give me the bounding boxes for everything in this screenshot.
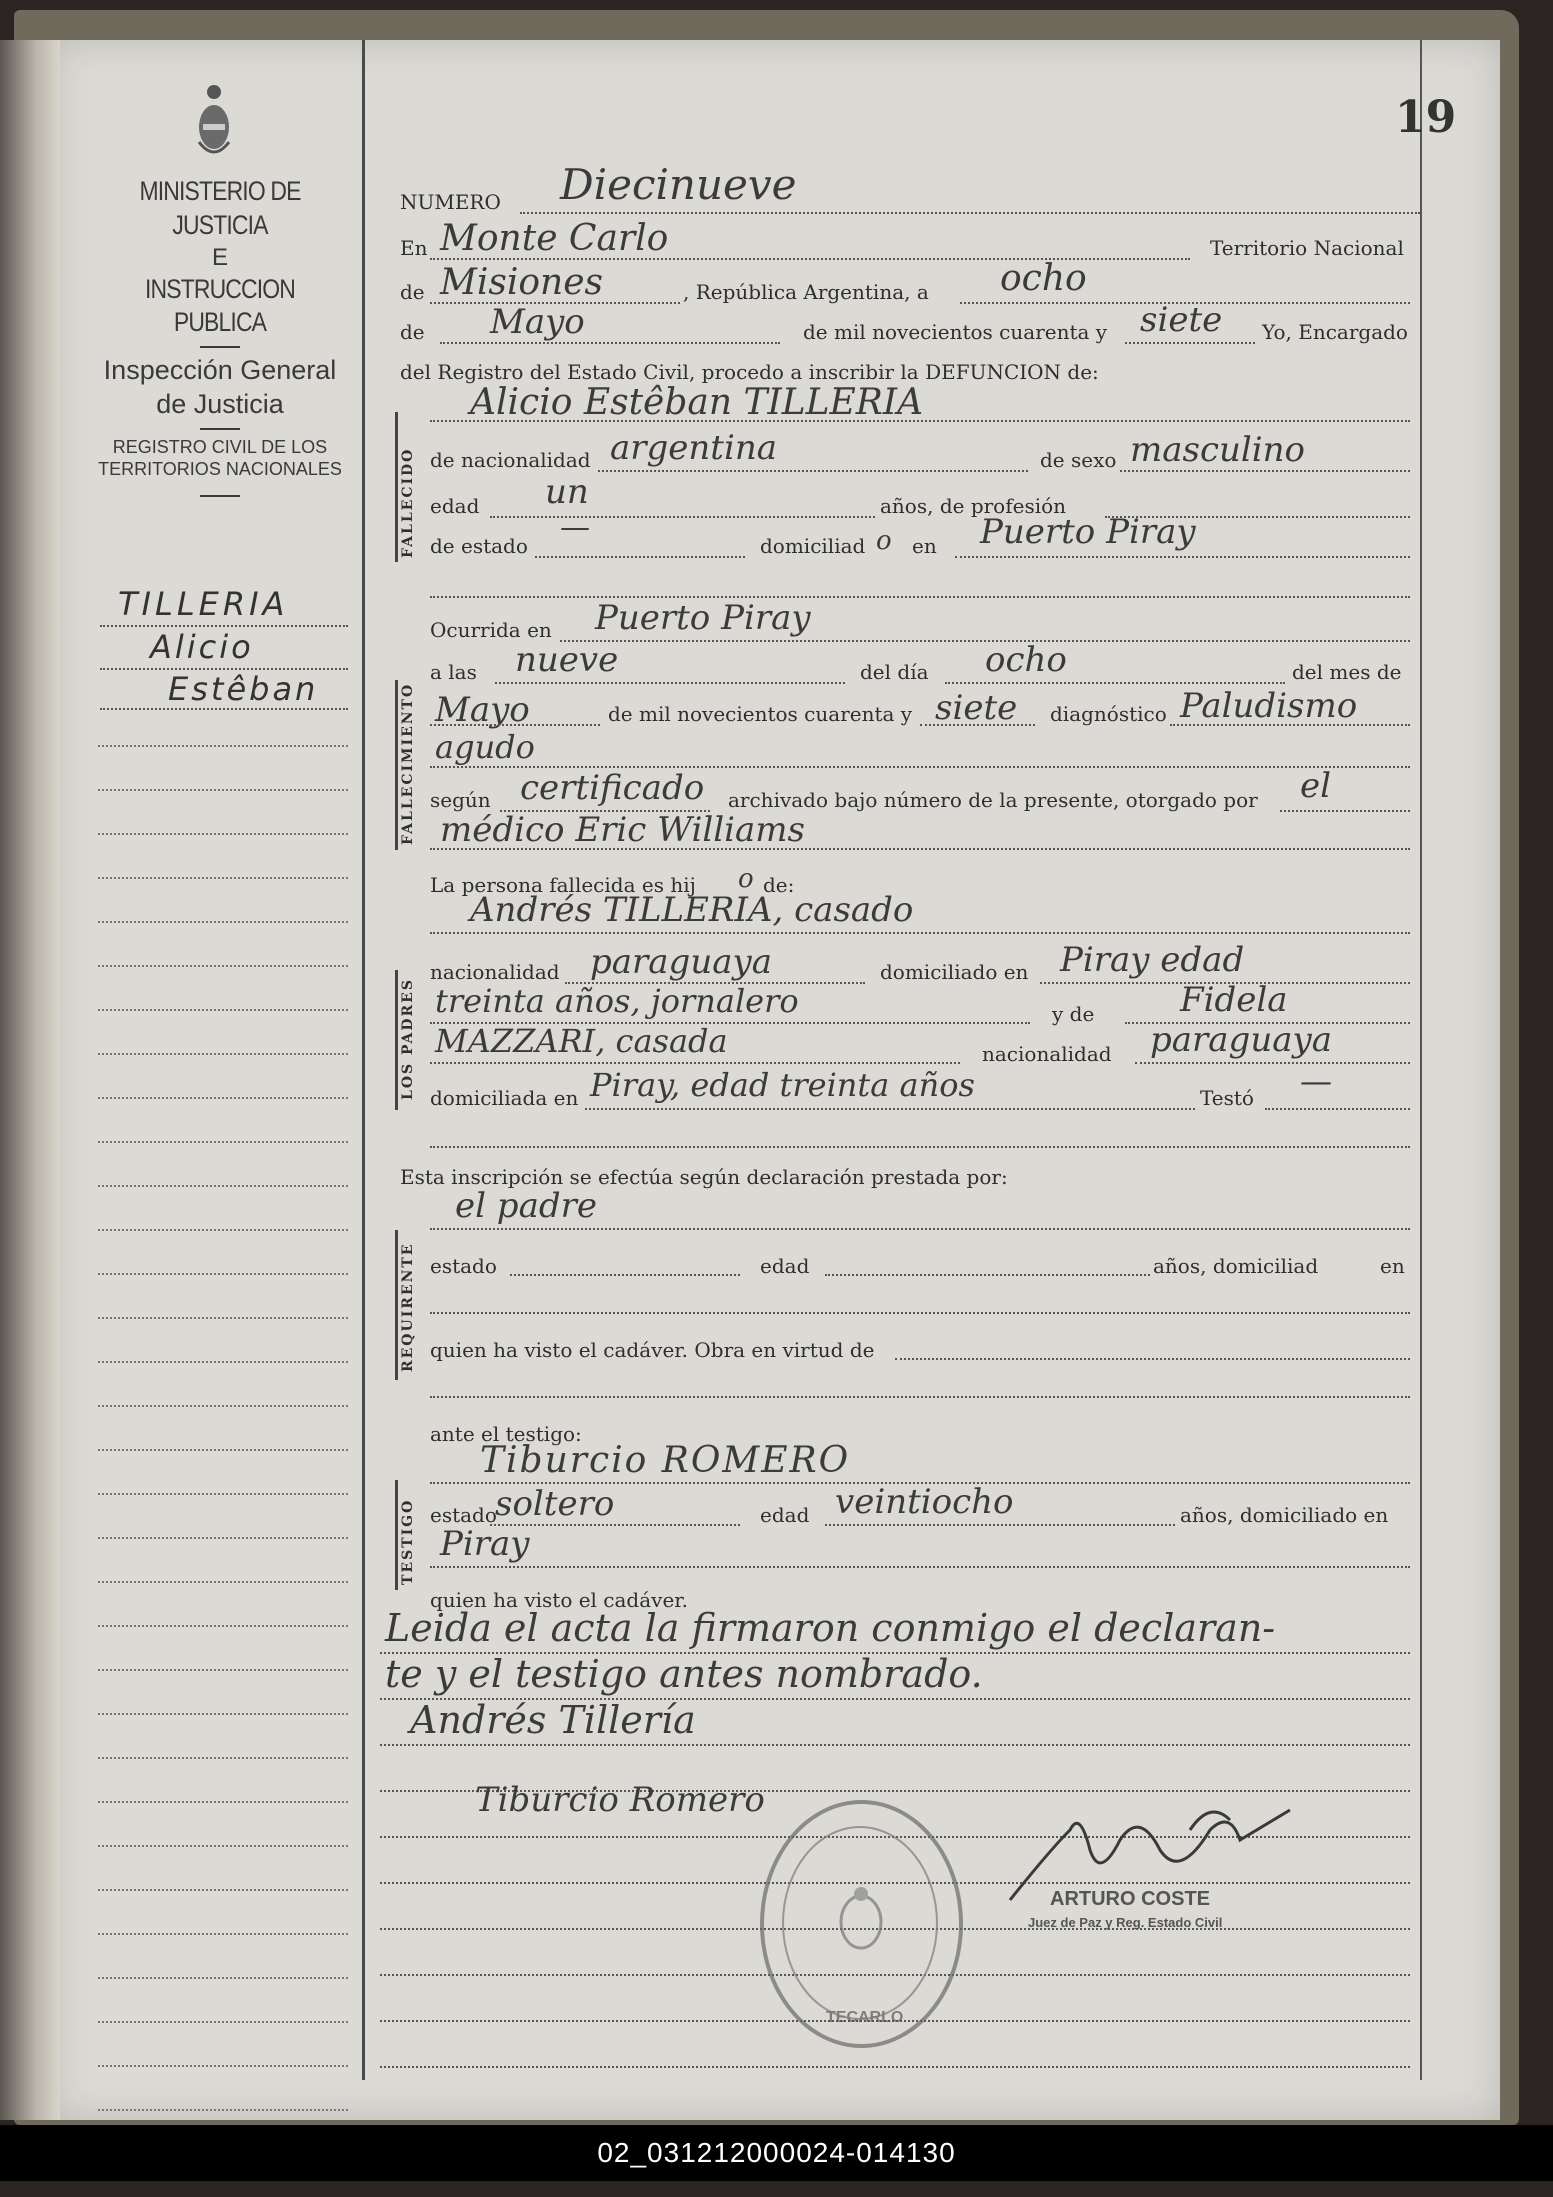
margin-ruled-line <box>98 833 348 837</box>
label-yo: Yo, Encargado <box>1262 320 1408 344</box>
stamp-title: Juez de Paz y Reg. Estado Civil <box>1028 1915 1223 1930</box>
hw-nombre: Alicio Estêban TILLERIA <box>470 382 924 423</box>
margin-ruled-line <box>98 1053 348 1057</box>
margin-first-name: Alicio <box>150 628 254 666</box>
line <box>1125 342 1255 344</box>
margin-line <box>100 625 348 627</box>
line <box>430 420 1410 422</box>
margin-second-name: Estêban <box>168 670 319 708</box>
label-estado: de estado <box>430 534 528 558</box>
margin-ruled-line <box>98 1801 348 1805</box>
book-spine <box>0 40 60 2120</box>
side-label-fallecido: FALLECIDO <box>400 447 416 558</box>
label-estado2: estado <box>430 1254 497 1278</box>
line <box>510 1274 740 1276</box>
coat-of-arms-icon <box>195 82 233 162</box>
ministry-header <box>85 175 355 503</box>
hw-nac-madre: paraguaya <box>1150 1020 1332 1060</box>
page-number: 19 <box>1395 92 1457 143</box>
label-en: En <box>400 236 428 260</box>
label-nacionalidad2: nacionalidad <box>430 960 560 984</box>
hw-mes: Mayo <box>490 302 585 342</box>
official-stamp <box>760 1800 963 2048</box>
margin-ruled-line <box>98 1977 348 1981</box>
hw-padre-extra: treinta años, jornalero <box>435 982 799 1020</box>
label-territorio: Territorio Nacional <box>1210 236 1404 260</box>
line <box>495 682 845 684</box>
label-alas: a las <box>430 660 477 684</box>
label-inscripcion: Esta inscripción se efectúa según declaración prestada por: <box>400 1165 1008 1189</box>
line <box>1135 1062 1410 1064</box>
label-edad: edad <box>430 494 480 518</box>
margin-line <box>100 708 348 710</box>
ministry-line2: E <box>211 243 228 271</box>
margin-ruled-line <box>98 1317 348 1321</box>
margin-ruled-line <box>98 1757 348 1761</box>
divider <box>200 428 240 430</box>
label-de: de <box>400 280 425 304</box>
label-ocurrida: Ocurrida en <box>430 618 552 642</box>
margin-ruled-line <box>98 1229 348 1233</box>
margin-ruled-line <box>98 1625 348 1629</box>
hw-nac-padre: paraguaya <box>590 942 772 982</box>
stamp-town: TECARLO <box>826 2009 904 2026</box>
line <box>380 2066 1410 2068</box>
hw-estado-testigo: soltero <box>495 1484 615 1524</box>
margin-ruled-line <box>98 789 348 793</box>
label-nacionalidad3: nacionalidad <box>982 1042 1112 1066</box>
margin-ruled-line <box>98 1097 348 1101</box>
margin-ruled-line <box>98 1185 348 1189</box>
margin-ruled-line <box>98 2109 348 2113</box>
line <box>430 1228 1410 1230</box>
label-yde: y de <box>1052 1002 1095 1026</box>
margin-ruled-line <box>98 1713 348 1717</box>
label-testo: Testó <box>1200 1086 1254 1110</box>
hw-ano: siete <box>1140 300 1223 340</box>
line <box>1265 1108 1410 1110</box>
stamp-name: ARTURO COSTE <box>1050 1888 1210 1910</box>
side-label-fallecimiento: FALLECIMIENTO <box>400 682 416 845</box>
line <box>1280 810 1410 812</box>
label-deldia: del día <box>860 660 929 684</box>
margin-ruled-line <box>98 2065 348 2069</box>
side-label-testigo: TESTIGO <box>400 1498 416 1585</box>
label-estado3: estado <box>430 1503 497 1527</box>
line <box>520 212 1420 214</box>
hw-dia2: ocho <box>985 640 1067 680</box>
hw-ano2: siete <box>935 688 1018 728</box>
label-diagnostico: diagnóstico <box>1050 702 1167 726</box>
hw-diagnostico1: Paludismo <box>1180 686 1358 726</box>
margin-ruled-line <box>98 1889 348 1893</box>
label-archivado: archivado bajo número de la presente, otorgado por <box>728 788 1258 812</box>
line <box>1170 724 1410 726</box>
line <box>955 556 1410 558</box>
label-ante: ante el testigo: <box>430 1422 582 1446</box>
line <box>430 848 1410 850</box>
margin-ruled-line <box>98 921 348 925</box>
line <box>490 516 875 518</box>
margin-ruled-line <box>98 1493 348 1497</box>
line <box>430 1146 1410 1148</box>
label-republica: , República Argentina, a <box>683 280 929 304</box>
label-nacionalidad: de nacionalidad <box>430 448 591 472</box>
line <box>440 342 780 344</box>
margin-ruled-line <box>98 1669 348 1673</box>
label-persona: La persona fallecida es hij <box>430 873 696 897</box>
hw-hora: nueve <box>515 640 619 680</box>
line <box>430 596 1410 598</box>
margin-surname: TILLERIA <box>118 585 289 623</box>
margin-ruled-line <box>98 1273 348 1277</box>
hw-dom-madre: Piray, edad treinta años <box>590 1066 975 1104</box>
label-domiciliado2: domiciliado en <box>880 960 1029 984</box>
label-anos-dom2: años, domiciliado en <box>1180 1503 1389 1527</box>
hw-provincia: Misiones <box>440 262 604 303</box>
label-anos-profesion: años, de profesión <box>880 494 1067 518</box>
hw-firma2: Tiburcio Romero <box>475 1780 765 1820</box>
line <box>430 1312 1410 1314</box>
hw-cierre1: Leida el acta la firmaron conmigo el declaran- <box>385 1606 1276 1650</box>
ministry-line7: TERRITORIOS NACIONALES <box>98 459 342 479</box>
line <box>598 470 1028 472</box>
label-anos-dom: años, domiciliad <box>1153 1254 1319 1278</box>
ministry-line5: de Justicia <box>156 388 284 419</box>
line <box>430 932 1410 934</box>
line <box>945 682 1285 684</box>
label-mil: de mil novecientos cuarenta y <box>803 320 1108 344</box>
hw-diagnostico2: agudo <box>435 728 535 766</box>
label-de2: de <box>400 320 425 344</box>
hw-cierre2: te y el testigo antes nombrado. <box>385 1652 983 1696</box>
hw-firma1: Andrés Tillería <box>410 1698 696 1742</box>
margin-ruled-lines <box>98 745 348 2197</box>
line <box>895 1358 1410 1360</box>
label-persona-de: de: <box>763 873 795 897</box>
line <box>380 1744 1410 1746</box>
label-edad2: edad <box>760 1254 810 1278</box>
label-edad3: edad <box>760 1503 810 1527</box>
margin-ruled-line <box>98 1845 348 1849</box>
right-rule <box>1420 40 1422 2080</box>
image-footer-id: 02_031212000024-014130 <box>0 2125 1553 2181</box>
ministry-line3: INSTRUCCION PUBLICA <box>144 273 296 338</box>
line <box>535 556 745 558</box>
margin-rule <box>362 40 365 2080</box>
margin-ruled-line <box>98 1141 348 1145</box>
label-en2: en <box>912 534 937 558</box>
hw-dia: ocho <box>1000 258 1087 299</box>
stamp-crest-icon <box>834 1884 889 1954</box>
hw-lugar: Monte Carlo <box>440 218 669 259</box>
hw-ocurrida: Puerto Piray <box>595 598 811 638</box>
hw-medico1: el <box>1300 766 1331 806</box>
hw-madre2: MAZZARI, casada <box>435 1022 728 1060</box>
margin-ruled-line <box>98 1405 348 1409</box>
margin-ruled-line <box>98 877 348 881</box>
margin-ruled-line <box>98 1009 348 1013</box>
hw-dom-padre: Piray edad <box>1060 940 1245 980</box>
label-sexo: de sexo <box>1040 448 1117 472</box>
hw-sexo: masculino <box>1130 430 1306 470</box>
side-label-requirente: REQUIRENTE <box>400 1242 416 1372</box>
divider <box>200 495 240 497</box>
line <box>585 1108 1195 1110</box>
hw-declarante: el padre <box>455 1186 597 1226</box>
hw-testo: — <box>1300 1062 1332 1100</box>
line <box>825 1524 1175 1526</box>
label-mil2: de mil novecientos cuarenta y <box>608 702 913 726</box>
hw-domicilio-o: o <box>876 526 892 556</box>
line <box>1120 470 1410 472</box>
hw-numero: Diecinueve <box>560 160 797 209</box>
label-numero: NUMERO <box>400 190 501 214</box>
line <box>430 724 600 726</box>
hw-dom-testigo: Piray <box>440 1524 530 1564</box>
label-domiciliado: domiciliad <box>760 534 866 558</box>
hw-domicilio: Puerto Piray <box>980 512 1196 552</box>
ministry-line6: REGISTRO CIVIL DE LOS <box>112 436 328 457</box>
label-registro: del Registro del Estado Civil, procedo a inscribir la DEFUNCION de: <box>400 360 1099 384</box>
margin-ruled-line <box>98 965 348 969</box>
label-en3: en <box>1380 1254 1405 1278</box>
label-domiciliada: domiciliada en <box>430 1086 579 1110</box>
hw-testigo: Tiburcio ROMERO <box>480 1440 851 1481</box>
label-delmes: del mes de <box>1292 660 1402 684</box>
label-quien2: quien ha visto el cadáver. <box>430 1588 689 1612</box>
hw-medico2: médico Eric Williams <box>440 810 805 850</box>
line <box>920 724 1035 726</box>
margin-ruled-line <box>98 1537 348 1541</box>
label-quien: quien ha visto el cadáver. Obra en virtud de <box>430 1338 875 1362</box>
hw-estado: — <box>560 510 590 545</box>
ministry-line4: Inspección General <box>103 355 337 385</box>
line <box>430 1396 1410 1398</box>
hw-mes2: Mayo <box>435 690 530 730</box>
margin-ruled-line <box>98 1933 348 1937</box>
label-segun: según <box>430 788 491 812</box>
hw-hijo: o <box>738 864 754 894</box>
hw-padre: Andrés TILLERIA, casado <box>470 890 914 930</box>
hw-edad-testigo: veintiocho <box>835 1482 1014 1522</box>
margin-ruled-line <box>98 2021 348 2025</box>
margin-ruled-line <box>98 1361 348 1365</box>
line <box>825 1274 1150 1276</box>
margin-ruled-line <box>98 1449 348 1453</box>
margin-ruled-line <box>98 745 348 749</box>
hw-edad: un <box>545 472 589 512</box>
margin-ruled-line <box>98 1581 348 1585</box>
side-label-padres: LOS PADRES <box>400 978 416 1100</box>
line <box>430 1566 1410 1568</box>
hw-nacionalidad: argentina <box>610 428 778 468</box>
hw-segun: certificado <box>520 768 705 808</box>
line <box>430 1062 960 1064</box>
hw-madre: Fidela <box>1180 980 1288 1020</box>
divider <box>200 346 240 348</box>
ministry-line1: MINISTERIO DE JUSTICIA <box>139 176 301 240</box>
